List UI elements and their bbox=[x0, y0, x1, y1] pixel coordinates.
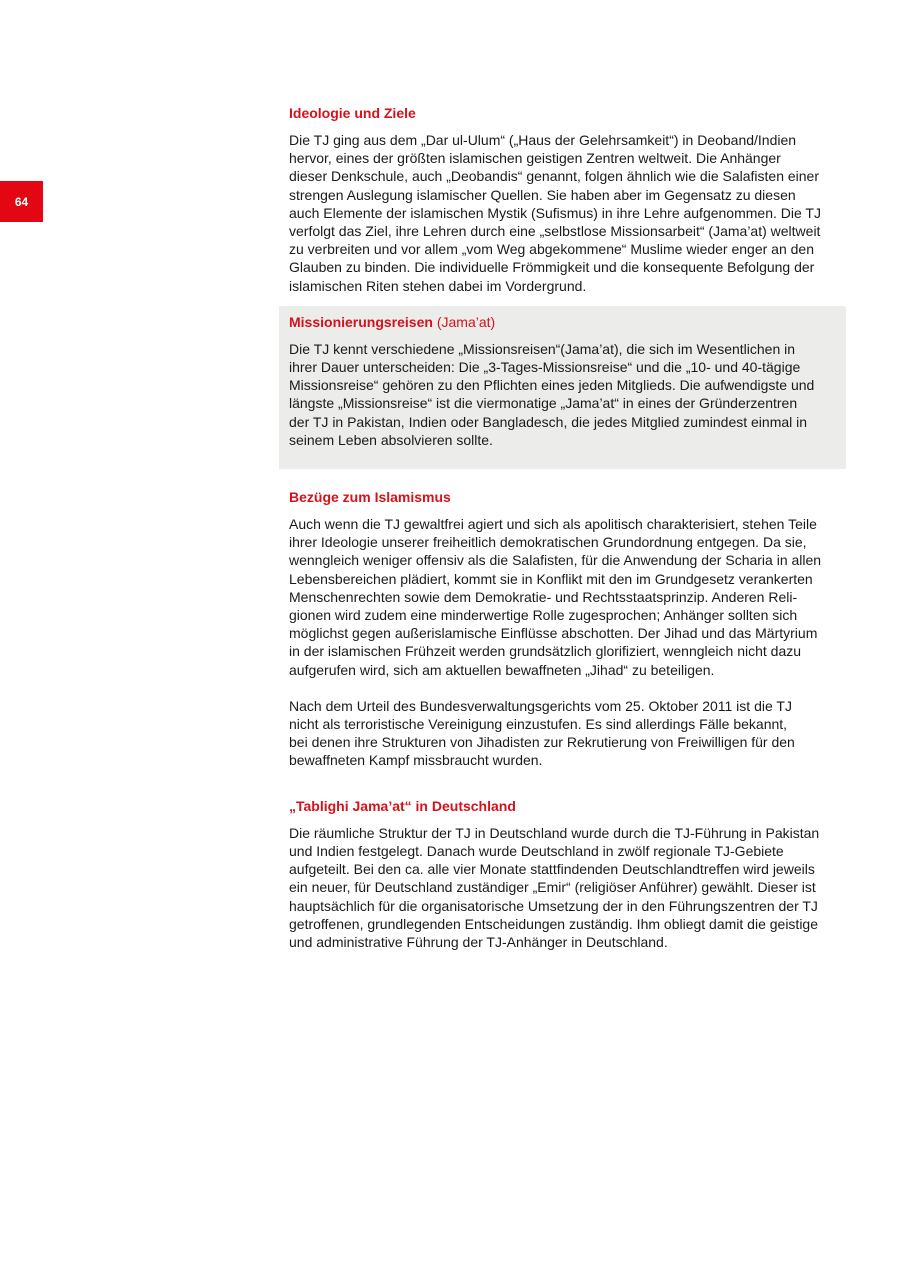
section-islamismus bbox=[289, 488, 844, 770]
section-deutschland bbox=[289, 797, 844, 951]
page-number: 64 bbox=[14, 194, 29, 209]
section-paragraph: Auch wenn die TJ gewaltfrei agiert und sich als apolitisch charakterisiert, stehen Teile ihrer Ideologie unserer freiheitlich demokratischen Grundordnung entgegen. Da sie, wenngleich weniger offensiv als die Salafisten, für die Anwendung der Scharia in allen Lebensbereichen plädiert, kommt sie in Konflikt mit den im Grundgesetz verankerten Menschenrechten sowie dem Demokratie- und Rechtsstaatsprinzip. Anderen Reli- gionen wird zudem eine minderwertige Rolle zugesprochen; Anhänger sollten sich möglichst gegen außerislamische Einflüsse abschotten. Der Jihad und das Märtyrium in der islamischen Frühzeit werden grundsätzlich glorifiziert, wenngleich nicht dazu aufgerufen wird, sich am aktuellen bewaffneten „Jihad“ zu beteiligen. bbox=[289, 516, 822, 678]
section-paragraph: Die TJ ging aus dem „Dar ul-Ulum“ („Haus der Gelehrsamkeit“) in Deoband/Indien hervor, eines der größten islamischen geistigen Zentren weltweit. Die Anhänger dieser Denkschule, auch „Deobandis“ genannt, folgen ähnlich wie die Salafisten einer strengen Auslegung islamischer Quellen. Sie haben aber im Gegensatz zu diesen auch Elemente der islamischen Mystik (Sufismus) in ihre Lehre aufgenommen. Die TJ verfolgt das Ziel, ihre Lehren durch eine „selbstlose Missionsarbeit“ (Jama’at) weltweit zu verbreiten und vor allem „vom Weg abgekommene“ Muslime wieder enger an den Glauben zu binden. Die individuelle Frömmigkeit und die konsequente Befolgung der islamischen Riten stehen dabei im Vordergrund. bbox=[289, 132, 821, 294]
page-number-tab bbox=[0, 181, 43, 222]
section-paragraph: Nach dem Urteil des Bundesverwaltungsgerichts vom 25. Oktober 2011 ist die TJ nicht als terroristische Vereinigung einzustufen. Es sind allerdings Fälle bekannt, bei denen ihre Strukturen von Jihadisten zur Rekrutierung von Freiwilligen für den bewaffneten Kampf missbraucht wurden. bbox=[289, 697, 795, 769]
section-heading: Bezüge zum Islamismus bbox=[289, 489, 451, 506]
section-heading: Ideologie und Ziele bbox=[289, 105, 416, 121]
info-box-missionierungsreisen bbox=[279, 306, 846, 469]
box-heading-bold: Missionierungsreisen bbox=[289, 313, 433, 330]
box-paragraph: Die TJ kennt verschiedene „Missionsreisen“(Jama’at), die sich im Wesentlichen in ihrer Dauer unterscheiden: Die „3-Tages-Missionsreise“ und die „10- und 40-tägige Missionsreise“ gehören zu den Pflichten eines jeden Mitglieds. Die aufwendigste und längste „Missionsreise“ ist die viermonatige „Jama’at“ in eines der Gründerzentren der TJ in Pakistan, Indien oder Bangladesch, die jedes Mitglied zumindest einmal in seinem Leben absolvieren sollte. bbox=[289, 340, 815, 448]
box-heading bbox=[289, 313, 834, 331]
section-heading: „Tablighi Jama’at“ in Deutschland bbox=[289, 797, 516, 814]
section-paragraph: Die räumliche Struktur der TJ in Deutschland wurde durch die TJ-Führung in Pakistan und Indien festgelegt. Danach wurde Deutschland in zwölf regionale TJ-Gebiete aufgeteilt. Bei den ca. alle vier Monate stattfindenden Deutschlandtreffen wird jeweils ein neuer, für Deutschland zuständiger „Emir“ (religiöser Anführer) gewählt. Dieser ist hauptsächlich für die organisatorische Umsetzung der in den Führungszentren der TJ getroffenen, grundlegenden Entscheidungen zuständig. Ihm obliegt damit die geistige und administrative Führung der TJ-Anhänger in Deutschland. bbox=[289, 824, 820, 950]
section-ideologie bbox=[289, 104, 844, 295]
box-heading-suffix: (Jama’at) bbox=[432, 313, 496, 330]
main-content bbox=[289, 104, 844, 951]
